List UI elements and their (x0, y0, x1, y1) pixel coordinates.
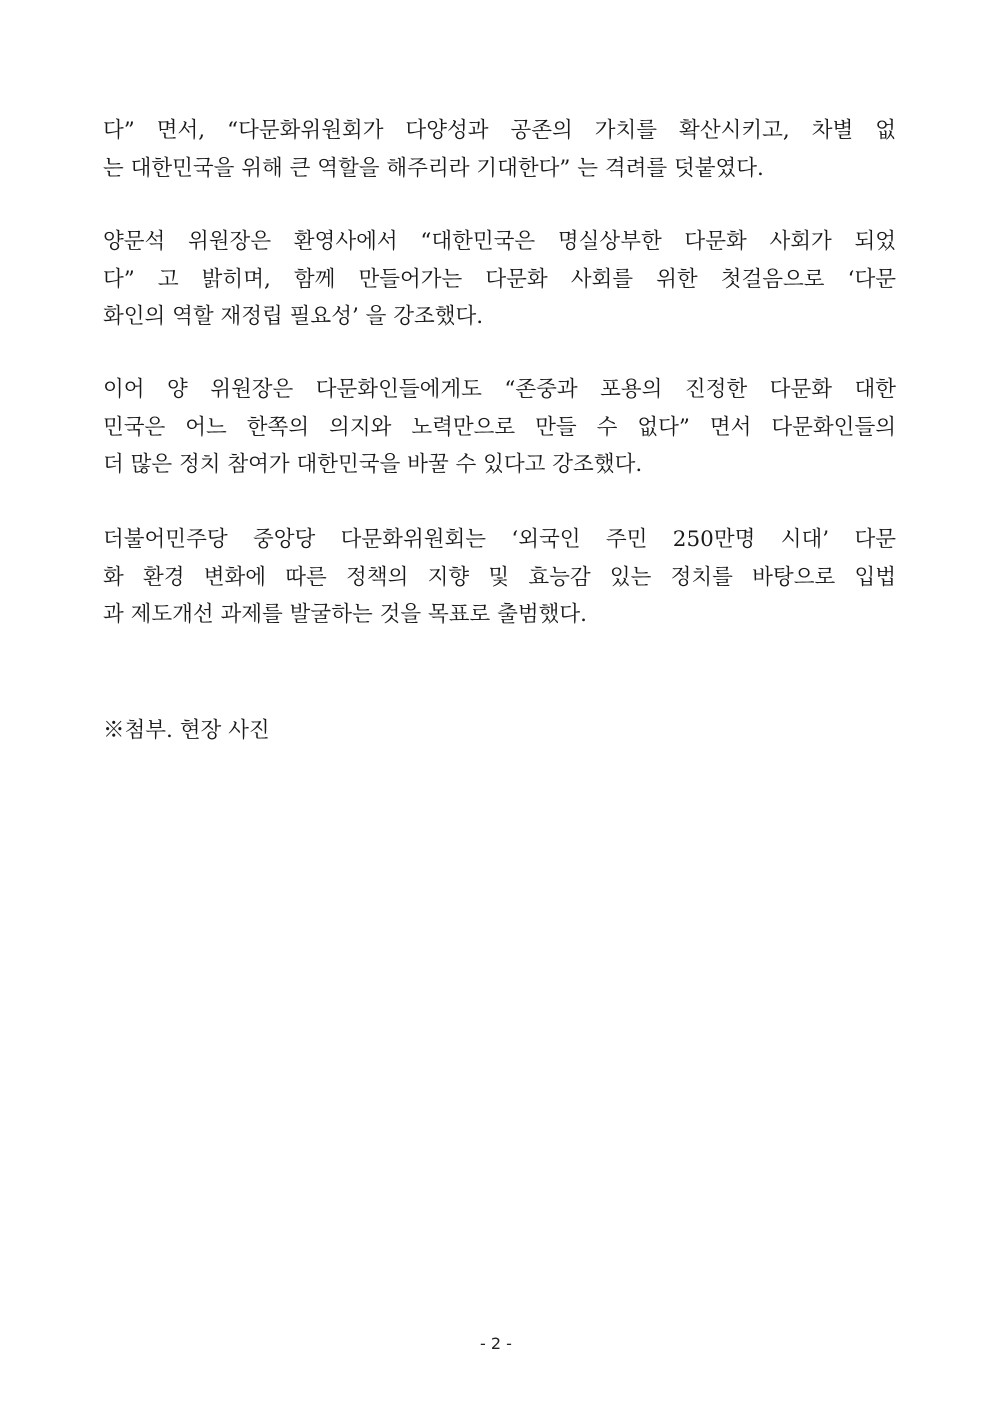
body-paragraph-1 (103, 112, 896, 187)
text-line: 과 제도개선 과제를 발굴하는 것을 목표로 출범했다. (103, 602, 587, 627)
text-line: 더불어민주당 중앙당 다문화위원회는 ‘외국인 주민 250만명 시대’ 다문 (103, 527, 896, 552)
text-line: 이어 양 위원장은 다문화인들에게도 “존중과 포용의 진정한 다문화 대한 (103, 377, 896, 402)
text-line: 양문석 위원장은 환영사에서 “대한민국은 명실상부한 다문화 사회가 되었 (103, 229, 896, 254)
text-line: 화인의 역할 재정립 필요성’ 을 강조했다. (103, 304, 484, 329)
body-paragraph-2 (103, 223, 896, 336)
attachment-note: ※첨부. 현장 사진 (103, 718, 270, 743)
text-line: 민국은 어느 한쪽의 의지와 노력만으로 만들 수 없다” 면서 다문화인들의 (103, 414, 896, 440)
body-paragraph-4 (103, 521, 896, 634)
body-paragraph-3 (103, 371, 896, 484)
page-number: - 2 - (480, 1334, 512, 1353)
text-line: 다” 고 밝히며, 함께 만들어가는 다문화 사회를 위한 첫걸음으로 ‘다문 (103, 266, 896, 292)
text-line: 더 많은 정치 참여가 대한민국을 바꿀 수 있다고 강조했다. (103, 452, 643, 477)
text-line: 다” 면서, “다문화위원회가 다양성과 공존의 가치를 확산시키고, 차별 없 (103, 118, 896, 143)
text-line: 화 환경 변화에 따른 정책의 지향 및 효능감 있는 정치를 바탕으로 입법 (103, 564, 896, 590)
text-line: 는 대한민국을 위해 큰 역할을 해주리라 기대한다” 는 격려를 덧붙였다. (103, 155, 764, 181)
